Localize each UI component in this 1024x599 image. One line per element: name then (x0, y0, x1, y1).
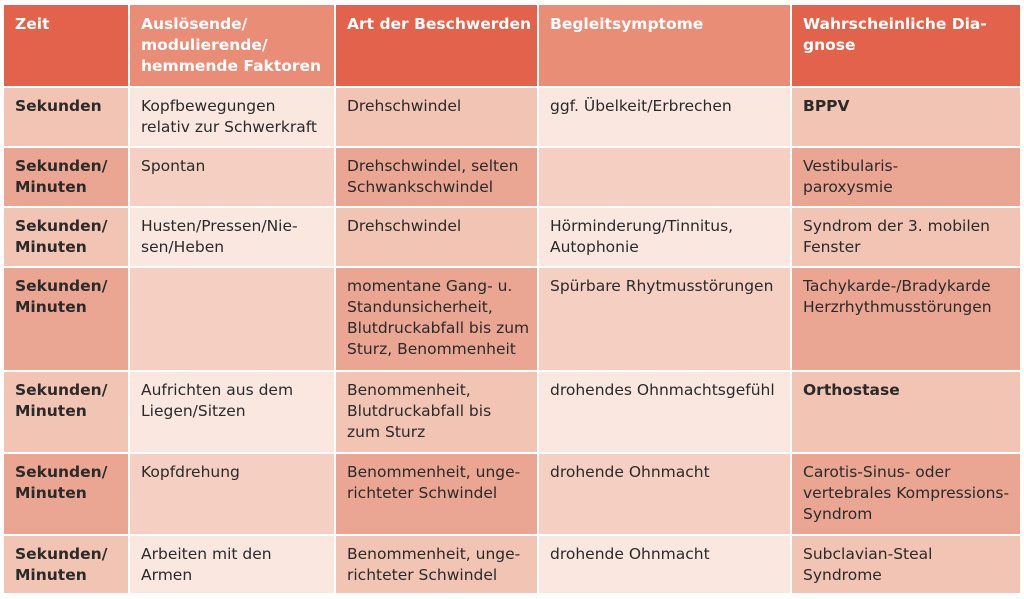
cell-begleitsymptome: Hörminderung/Tinnitus, Autophonie (538, 207, 791, 267)
table-header (4, 5, 1020, 87)
header-begleitsymptome: Begleitsymptome (538, 5, 791, 87)
cell-diagnose: Vestibularis- paroxysmie (791, 147, 1020, 207)
cell-faktoren (129, 267, 335, 371)
cell-diagnose: Orthostase (791, 371, 1020, 453)
table-body (4, 87, 1020, 594)
cell-beschwerden: Drehschwindel (335, 87, 538, 147)
table-row (4, 87, 1020, 147)
cell-diagnose: Carotis-Sinus- oder vertebrales Kompressions- Syndrom (791, 453, 1020, 535)
cell-zeit: Sekunden/ Minuten (4, 267, 129, 371)
cell-zeit: Sekunden/ Minuten (4, 371, 129, 453)
cell-zeit: Sekunden/ Minuten (4, 147, 129, 207)
cell-faktoren: Spontan (129, 147, 335, 207)
table-row (4, 267, 1020, 371)
cell-faktoren: Husten/Pressen/Nie- sen/Heben (129, 207, 335, 267)
cell-begleitsymptome: drohende Ohnmacht (538, 535, 791, 594)
cell-begleitsymptome: drohende Ohnmacht (538, 453, 791, 535)
cell-zeit: Sekunden/ Minuten (4, 535, 129, 594)
cell-beschwerden: momentane Gang- u. Standunsicherheit, Blutdruckabfall bis zum Sturz, Benommenheit (335, 267, 538, 371)
header-faktoren: Auslösende/ modulierende/ hemmende Faktoren (129, 5, 335, 87)
header-diagnose: Wahrscheinliche Dia- gnose (791, 5, 1020, 87)
cell-beschwerden: Drehschwindel (335, 207, 538, 267)
header-row (4, 5, 1020, 87)
cell-faktoren: Kopfbewegungen relativ zur Schwerkraft (129, 87, 335, 147)
cell-beschwerden: Benommenheit, unge- richteter Schwindel (335, 453, 538, 535)
cell-faktoren: Kopfdrehung (129, 453, 335, 535)
cell-begleitsymptome: Spürbare Rhytmusstörungen (538, 267, 791, 371)
cell-beschwerden: Benommenheit, Blutdruckabfall bis zum Sturz (335, 371, 538, 453)
cell-zeit: Sekunden/ Minuten (4, 453, 129, 535)
table-row (4, 371, 1020, 453)
table-row (4, 453, 1020, 535)
cell-diagnose: Subclavian-Steal Syndrome (791, 535, 1020, 594)
cell-begleitsymptome: ggf. Übelkeit/Erbrechen (538, 87, 791, 147)
cell-faktoren: Aufrichten aus dem Liegen/Sitzen (129, 371, 335, 453)
table-row (4, 147, 1020, 207)
cell-begleitsymptome: drohendes Ohnmachtsgefühl (538, 371, 791, 453)
cell-begleitsymptome (538, 147, 791, 207)
cell-beschwerden: Drehschwindel, selten Schwankschwindel (335, 147, 538, 207)
cell-zeit: Sekunden (4, 87, 129, 147)
header-zeit: Zeit (4, 5, 129, 87)
differential-diagnosis-table-wrapper (4, 5, 1020, 596)
table-row (4, 535, 1020, 594)
differential-diagnosis-table (4, 5, 1020, 595)
cell-diagnose: BPPV (791, 87, 1020, 147)
table-row (4, 207, 1020, 267)
cell-diagnose: Syndrom der 3. mobilen Fenster (791, 207, 1020, 267)
cell-zeit: Sekunden/ Minuten (4, 207, 129, 267)
cell-diagnose: Tachykarde-/Bradykarde Herzrhythmusstörungen (791, 267, 1020, 371)
cell-beschwerden: Benommenheit, unge- richteter Schwindel (335, 535, 538, 594)
header-beschwerden: Art der Beschwerden (335, 5, 538, 87)
cell-faktoren: Arbeiten mit den Armen (129, 535, 335, 594)
